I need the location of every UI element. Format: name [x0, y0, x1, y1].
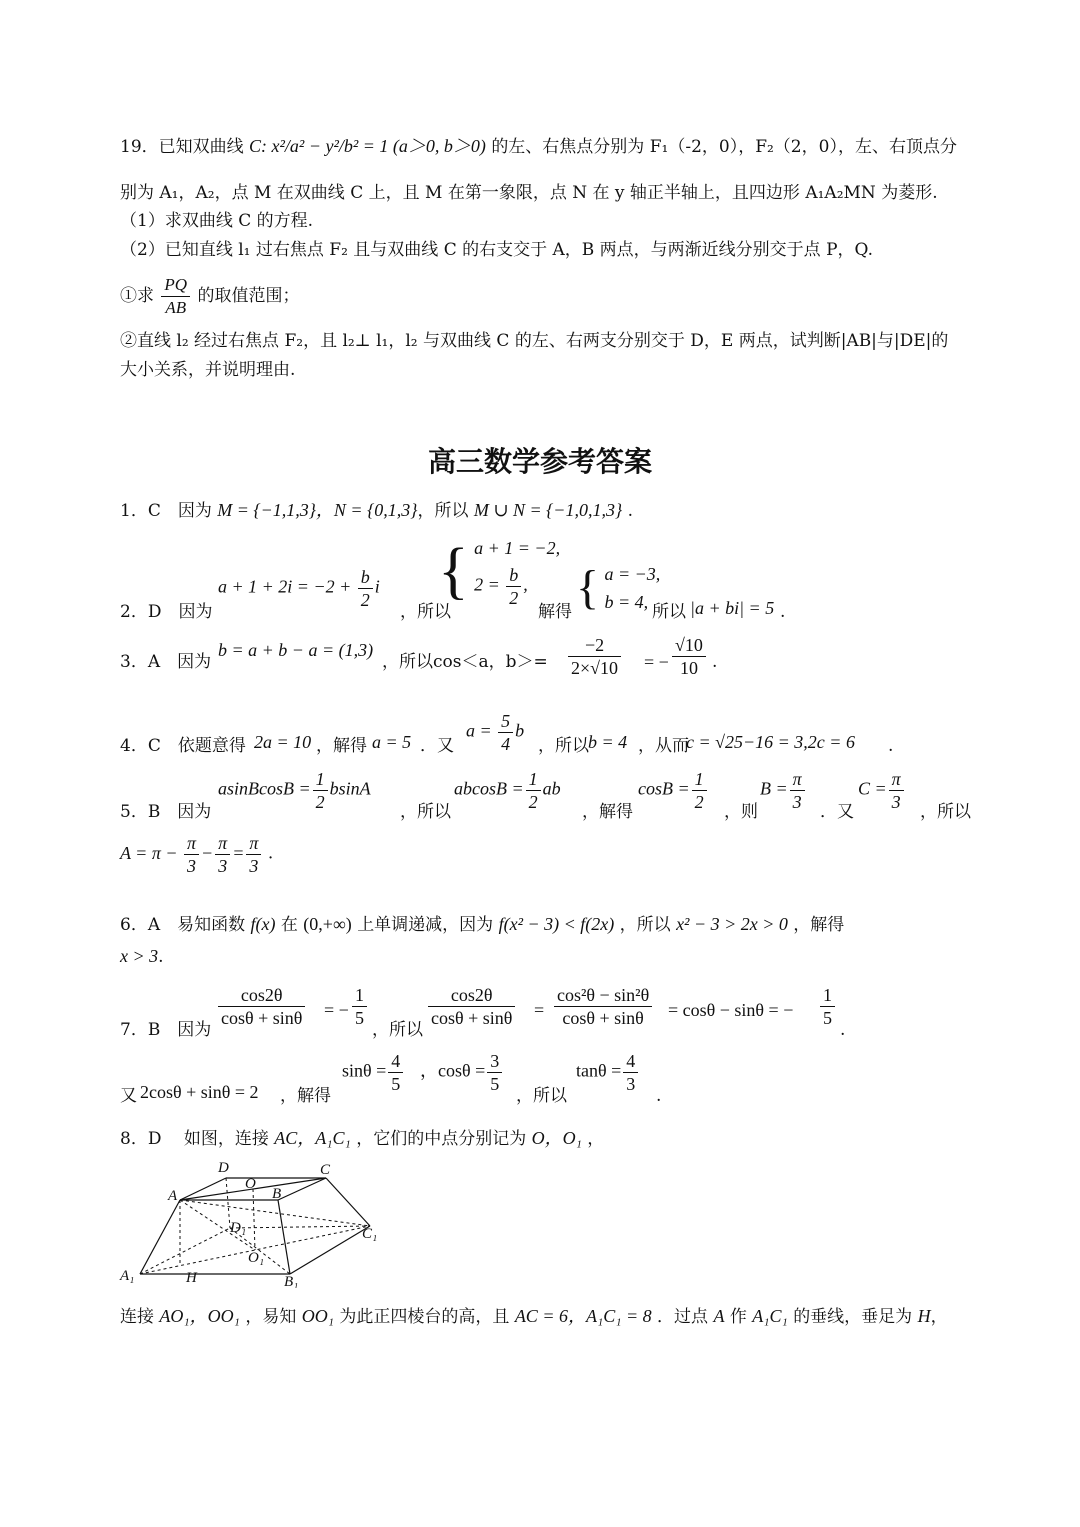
den: 5: [391, 1074, 401, 1094]
equals: =: [232, 842, 245, 863]
den: 3: [792, 792, 802, 812]
num: π: [184, 832, 199, 855]
q19-foci-text: 的左、右焦点分别为 F₁（-2，0），F₂（2，0），左、右顶点分: [491, 137, 957, 157]
answer-8-connect: 连接: [120, 1307, 154, 1327]
den: 3: [249, 856, 259, 876]
den: 3: [187, 856, 196, 876]
answer-5-e5: [858, 768, 906, 813]
answer-7-end2: .: [656, 1086, 662, 1106]
num: b: [358, 566, 373, 589]
e1-left: asinBcosB =: [218, 778, 311, 799]
label-b: B: [272, 1186, 282, 1202]
label-o: O: [245, 1176, 256, 1192]
answer-6-decreasing: 上单调递减，因为: [357, 915, 494, 935]
fraction-numerator: PQ: [161, 274, 190, 297]
num: −2: [568, 634, 621, 657]
answer-2-end: .: [780, 602, 786, 622]
answer-2-i: i: [374, 576, 380, 597]
answer-7-so2: ，所以: [516, 1086, 567, 1106]
q19-sub1: [120, 274, 980, 319]
q19-sub2-cont: 大小关系，并说明理由.: [120, 360, 296, 380]
answer-5-so: ，所以: [400, 802, 451, 822]
den: 2: [694, 792, 704, 812]
answer-5-solve: ，解得: [582, 802, 633, 822]
answer-3-eq: = −: [644, 652, 669, 672]
e4-left: B =: [760, 778, 788, 799]
answer-4-again: ．又: [420, 736, 454, 756]
answer-6-ineq2: x² − 3 > 2x > 0: [676, 914, 788, 934]
den: 2: [360, 590, 370, 610]
e2-left: abcosB =: [454, 778, 524, 799]
answer-6-so: ，所以: [619, 915, 671, 935]
num: 3: [487, 1050, 502, 1073]
frac-pi-3: [215, 832, 230, 877]
den: 2: [528, 792, 538, 812]
segment-o-o1: [253, 1189, 255, 1250]
answer-1-end: .: [627, 501, 633, 521]
edge-d1-c1: [230, 1226, 370, 1228]
answer-8-segments: AO₁，OO₁: [159, 1306, 240, 1326]
label-a: A: [168, 1188, 178, 1204]
answer-8-o: O，O₁: [531, 1128, 582, 1148]
page-title: 高三数学参考答案: [427, 445, 652, 478]
e2-right: ab: [542, 778, 561, 799]
answer-5: [120, 768, 980, 828]
den: 10: [679, 658, 698, 678]
label-c: C: [320, 1162, 331, 1178]
answer-7-frac2: [352, 984, 367, 1029]
frustum-figure: [118, 1158, 398, 1288]
answer-5-line2: [120, 832, 980, 888]
num: √10: [672, 634, 706, 657]
hyperbola-equation: C: x²/a² − y²/b² = 1 (a＞0, b＞0): [249, 136, 486, 156]
answer-7-line2: [120, 1050, 980, 1110]
answer-7-solve: ，解得: [280, 1086, 331, 1106]
answer-2-eq: [218, 566, 380, 611]
answer-7-eq3: = cosθ − sinθ = −: [668, 1000, 794, 1020]
label-d1: D₁: [230, 1220, 247, 1236]
e1-right: bsinA: [329, 778, 371, 799]
num: 1: [692, 768, 707, 791]
den: cosθ + sinθ: [221, 1008, 303, 1028]
den: 5: [823, 1008, 832, 1028]
num: 1: [526, 768, 541, 791]
edge-c1-c: [326, 1178, 370, 1226]
system2-row1: a = −3,: [604, 564, 661, 584]
answer-5-so2: ，所以: [920, 802, 971, 822]
answer-1-union: M ∪ N = {−1,0,1,3}: [473, 500, 623, 520]
answer-2-head: 2．D 因为: [120, 602, 213, 622]
label-h: H: [186, 1270, 197, 1286]
den: 5: [490, 1074, 500, 1094]
den: 2: [509, 588, 519, 608]
q19-part2: （2）已知直线 l₁ 过右焦点 F₂ 且与双曲线 C 的右支交于 A，B 两点，与两渐近线分别交于点 P，Q.: [120, 240, 874, 260]
answer-5-again: ．又: [820, 802, 854, 822]
answer-3-vector: b = a + b − a = (1,3): [218, 640, 374, 660]
den: 2: [315, 792, 325, 812]
frac-3-5: [487, 1050, 502, 1095]
num: cos²θ − sin²θ: [554, 984, 652, 1007]
num: b: [506, 564, 521, 587]
answer-8-height: 为此正四棱台的高，且: [339, 1307, 510, 1327]
sub1-label: ①求: [120, 286, 154, 306]
answer-8-head: 8．D 如图，连接: [120, 1129, 269, 1149]
num: 1: [313, 768, 328, 791]
q19-line1: [120, 134, 980, 159]
segment-a-c1: [180, 1200, 370, 1226]
frac-4-5: [388, 1050, 403, 1095]
answer-5-e2: [454, 768, 561, 813]
sin-left: sinθ =: [342, 1060, 387, 1081]
answer-7-again: 又: [120, 1086, 137, 1106]
answer-8-oo1: OO₁: [301, 1306, 334, 1326]
frac-half: [692, 768, 707, 813]
answer-6-on: 在: [280, 915, 298, 935]
answer-2-so2: 所以: [652, 602, 686, 622]
answer-4-e4: b = 4: [588, 732, 628, 752]
answer-4-head: 4．C 依题意得: [120, 736, 246, 756]
answer-4-e1: 2a = 10: [254, 732, 312, 752]
answer-5-then: ，则: [724, 802, 758, 822]
frac-half: [313, 768, 328, 813]
answer-8-perp: 的垂线，垂足为: [793, 1307, 913, 1327]
e3-left: a =: [466, 720, 492, 741]
answer-7-frac5: [820, 984, 835, 1029]
minus: −: [201, 842, 214, 863]
answer-6-fx: f(x): [250, 914, 276, 934]
num: π: [246, 832, 261, 855]
answer-8-easy: ，易知: [245, 1307, 297, 1327]
label-b1: B₁: [284, 1274, 299, 1288]
edge-a1-d1: [140, 1228, 230, 1274]
answer-5-head: 5．B 因为: [120, 802, 212, 822]
answer-7-so: ，所以: [372, 1020, 423, 1040]
answer-6-result: x > 3: [120, 946, 159, 966]
answer-8-make: 作: [729, 1307, 747, 1327]
frac-5-4: [498, 710, 513, 755]
answer-8-lengths: AC = 6，A₁C₁ = 8: [514, 1306, 652, 1326]
answer-8-line2: [120, 1304, 980, 1329]
answer-8-a1c1: A₁C₁: [752, 1306, 788, 1326]
answer-6-end: .: [158, 947, 164, 967]
answer-4-e2: a = 5: [372, 732, 412, 752]
label-c1: C₁: [362, 1226, 378, 1242]
answer-7: [120, 984, 980, 1044]
answer-8: [120, 1126, 980, 1151]
den: 3: [891, 792, 901, 812]
e3-left: cosB =: [638, 778, 690, 799]
label-d: D: [218, 1160, 229, 1176]
q19-sub2: ②直线 l₂ 经过右焦点 F₂，且 l₂⊥ l₁，l₂ 与双曲线 C 的左、右两支分别交于 D，E 两点，试判断|AB|与|DE|的: [120, 331, 949, 351]
answer-8-end: ，: [587, 1129, 605, 1149]
e5-left: C =: [858, 778, 887, 799]
answer-6-head: 6．A 易知函数: [120, 915, 246, 935]
answer-4-so: ，所以: [538, 736, 589, 756]
q19-part1: （1）求双曲线 C 的方程.: [120, 211, 314, 231]
answer-7-eq1: = −: [324, 1000, 349, 1020]
answer-5-end: .: [267, 843, 274, 864]
answer-2-eq-left: a + 1 + 2i = −2 +: [218, 576, 352, 597]
answer-3-cos: ，所以cos＜a，b＞=: [382, 652, 548, 672]
answer-6-ineq: f(x² − 3) < f(2x): [498, 914, 615, 934]
num: 4: [388, 1050, 403, 1073]
den: 2×√10: [571, 658, 619, 678]
den: 3: [218, 856, 228, 876]
num: 4: [623, 1050, 638, 1073]
edge-b1-c1: [290, 1226, 370, 1274]
pq-over-ab-fraction: [161, 274, 190, 319]
frac-half: [526, 768, 541, 813]
system1-row1: a + 1 = −2,: [474, 538, 561, 558]
brace-icon: {: [576, 561, 600, 614]
answer-2-so: ，所以: [400, 602, 451, 622]
answer-5-a-eq: [120, 833, 268, 876]
answer-8-diagonals: AC，A₁C₁: [274, 1128, 351, 1148]
num: 1: [352, 984, 367, 1007]
answer-4-end: .: [888, 736, 894, 756]
answer-3-head: 3．A 因为: [120, 652, 212, 672]
answer-4: [120, 710, 980, 760]
answer-7-end: .: [840, 1020, 846, 1040]
answer-8-through: ．过点: [657, 1307, 709, 1327]
answer-6: [120, 912, 980, 937]
label-o1: O₁: [248, 1250, 265, 1266]
num: 5: [498, 710, 513, 733]
answer-8-line2-end: ，: [930, 1307, 948, 1327]
den: 4: [501, 734, 511, 754]
q19-line2: 别为 A₁，A₂，点 M 在双曲线 C 上，且 M 在第一象限，点 N 在 y 轴正半轴上，且四边形 A₁A₂MN 为菱形.: [120, 183, 938, 203]
den: cosθ + sinθ: [562, 1008, 644, 1028]
frac-pi-3: [790, 768, 805, 813]
answer-3-frac2: [672, 634, 706, 679]
answer-1-head: 1．C 因为: [120, 501, 212, 521]
answer-3: [120, 632, 980, 692]
answer-1-sets: M = {−1,1,3}，N = {0,1,3}: [217, 500, 418, 520]
frac-pi-3: [246, 832, 261, 877]
answer-7-frac4: [554, 984, 652, 1029]
answer-6-line2: [120, 944, 980, 969]
den: 3: [626, 1074, 636, 1094]
answer-1: [120, 498, 980, 523]
edge-b1-b: [278, 1200, 290, 1274]
cos-left: ，cosθ =: [420, 1060, 486, 1081]
answer-1-so: ，所以: [417, 501, 469, 521]
answer-7-l2-eq: 2cosθ + sinθ = 2: [140, 1082, 259, 1102]
answer-5-e3: [638, 768, 709, 813]
edge-a1-a: [140, 1200, 180, 1274]
answer-4-solve: ，解得: [316, 736, 367, 756]
answer-4-e3: [466, 710, 524, 755]
a-left: A = π −: [120, 842, 178, 863]
row2-frac: [506, 564, 521, 609]
answer-2: [120, 532, 980, 622]
answer-2-frac-b2: [358, 566, 373, 611]
num: π: [889, 768, 904, 791]
den: 5: [355, 1008, 364, 1028]
frac-4-3: [623, 1050, 638, 1095]
e3-b: b: [515, 720, 525, 741]
answer-8-h: H: [917, 1306, 931, 1326]
answer-7-tan: [576, 1050, 640, 1095]
answer-5-e4: [760, 768, 807, 813]
num: π: [790, 768, 805, 791]
num: cos2θ: [428, 984, 515, 1007]
system2-row2: b = 4,: [604, 592, 649, 612]
answer-7-eq2: =: [534, 1000, 545, 1020]
fraction-denominator: AB: [165, 298, 187, 317]
frac-pi-3: [184, 832, 199, 877]
system1-row2: 2 = $\frac{b}{2}$ ,: [474, 565, 528, 608]
answer-3-end: .: [712, 652, 718, 672]
answer-8-midpoints: ，它们的中点分别记为: [356, 1129, 527, 1149]
answer-7-sin: [342, 1050, 405, 1095]
tan-left: tanθ =: [576, 1060, 622, 1081]
answer-2-solve: 解得: [538, 602, 572, 622]
answer-6-solve: ，解得: [793, 915, 845, 935]
q19-intro: 19．已知双曲线: [120, 137, 244, 157]
answer-8-point-a: A: [713, 1306, 725, 1326]
answer-7-frac1: [218, 984, 305, 1029]
answer-2-system1: [438, 532, 560, 609]
num: 1: [820, 984, 835, 1007]
row2-left: 2 =: [474, 574, 500, 595]
answer-4-thus: ，从而: [638, 736, 689, 756]
den: cosθ + sinθ: [431, 1008, 513, 1028]
answer-5-e1: [218, 768, 371, 813]
answer-7-cos: [420, 1050, 504, 1095]
frac-pi-3: [889, 768, 904, 813]
num: cos2θ: [218, 984, 305, 1007]
num: π: [215, 832, 230, 855]
label-a1: A₁: [120, 1268, 135, 1284]
sub1-text: 的取值范围；: [197, 286, 300, 306]
system1-rows: [474, 532, 560, 609]
brace-icon: {: [438, 534, 469, 606]
answer-7-head: 7．B 因为: [120, 1020, 212, 1040]
answer-7-frac3: [428, 984, 515, 1029]
answer-4-e5: c = √25−16 = 3,2c = 6: [686, 732, 855, 752]
answer-3-frac1: [568, 634, 621, 679]
answer-2-system2: [576, 556, 660, 620]
answer-6-interval: (0,+∞): [303, 914, 352, 934]
answer-2-modulus: |a + bi| = 5: [690, 598, 775, 618]
